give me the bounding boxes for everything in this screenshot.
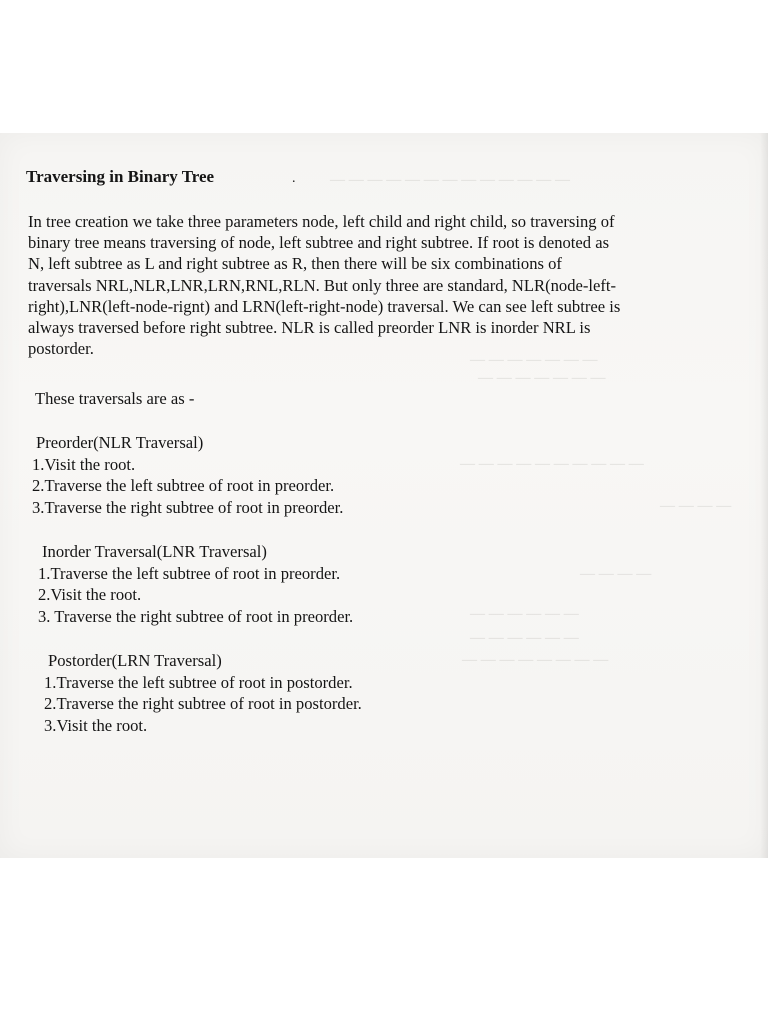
document-title: Traversing in Binary Tree xyxy=(26,167,215,186)
section-step: 3.Traverse the right subtree of root in preorder. xyxy=(32,497,344,517)
paragraph-line: binary tree means traversing of node, left subtree and right subtree. If root is denoted as xyxy=(28,233,610,253)
section-step: 1.Traverse the left subtree of root in postorder. xyxy=(44,672,353,692)
section-heading: Postorder(LRN Traversal) xyxy=(48,651,222,670)
bleed-through-texture: — — — — — — xyxy=(470,630,579,646)
bleed-through-texture: — — — — xyxy=(660,498,732,514)
paragraph-line: postorder. xyxy=(28,339,94,359)
paragraph-line: N, left subtree as L and right subtree as R, then there will be six combinations of xyxy=(28,254,562,274)
bleed-through-texture: — — — — — — — — — — — — — xyxy=(330,172,570,188)
section-step: 3. Traverse the right subtree of root in preorder. xyxy=(38,606,354,626)
bleed-through-texture: — — — — — — — xyxy=(478,370,606,386)
title-dot-mark: . xyxy=(292,171,296,186)
inorder-section xyxy=(38,541,354,627)
preorder-section xyxy=(32,432,344,518)
section-step: 3.Visit the root. xyxy=(44,715,148,735)
paragraph-line: right),LNR(left-node-rignt) and LRN(left-right-node) traversal. We can see left subtree is xyxy=(28,296,621,316)
bleed-through-texture: — — — — — — — — xyxy=(462,652,609,668)
section-heading: Preorder(NLR Traversal) xyxy=(36,433,204,452)
section-step: 2.Visit the root. xyxy=(38,585,142,604)
traversals-intro: These traversals are as - xyxy=(35,389,195,408)
bleed-through-texture: — — — — xyxy=(580,566,652,582)
bleed-through-texture: — — — — — — — xyxy=(470,352,598,368)
postorder-section xyxy=(44,650,362,736)
paragraph-line: always traversed before right subtree. NLR is called preorder LNR is inorder NRL is xyxy=(28,318,591,338)
section-step: 1.Traverse the left subtree of root in preorder. xyxy=(38,563,341,583)
section-heading: Inorder Traversal(LNR Traversal) xyxy=(42,542,267,561)
paragraph-line: traversals NRL,NLR,LNR,LRN,RNL,RLN. But only three are standard, NLR(node-left- xyxy=(28,275,617,295)
paragraph-line: In tree creation we take three parameters node, left child and right child, so traversing of xyxy=(28,212,615,231)
section-step: 1.Visit the root. xyxy=(32,454,136,474)
section-step: 2.Traverse the left subtree of root in preorder. xyxy=(32,476,335,495)
section-step: 2.Traverse the right subtree of root in postorder. xyxy=(44,694,362,713)
bleed-through-texture: — — — — — — xyxy=(470,606,579,622)
bleed-through-texture: — — — — — — — — — — xyxy=(460,456,644,472)
intro-paragraph xyxy=(28,211,758,359)
